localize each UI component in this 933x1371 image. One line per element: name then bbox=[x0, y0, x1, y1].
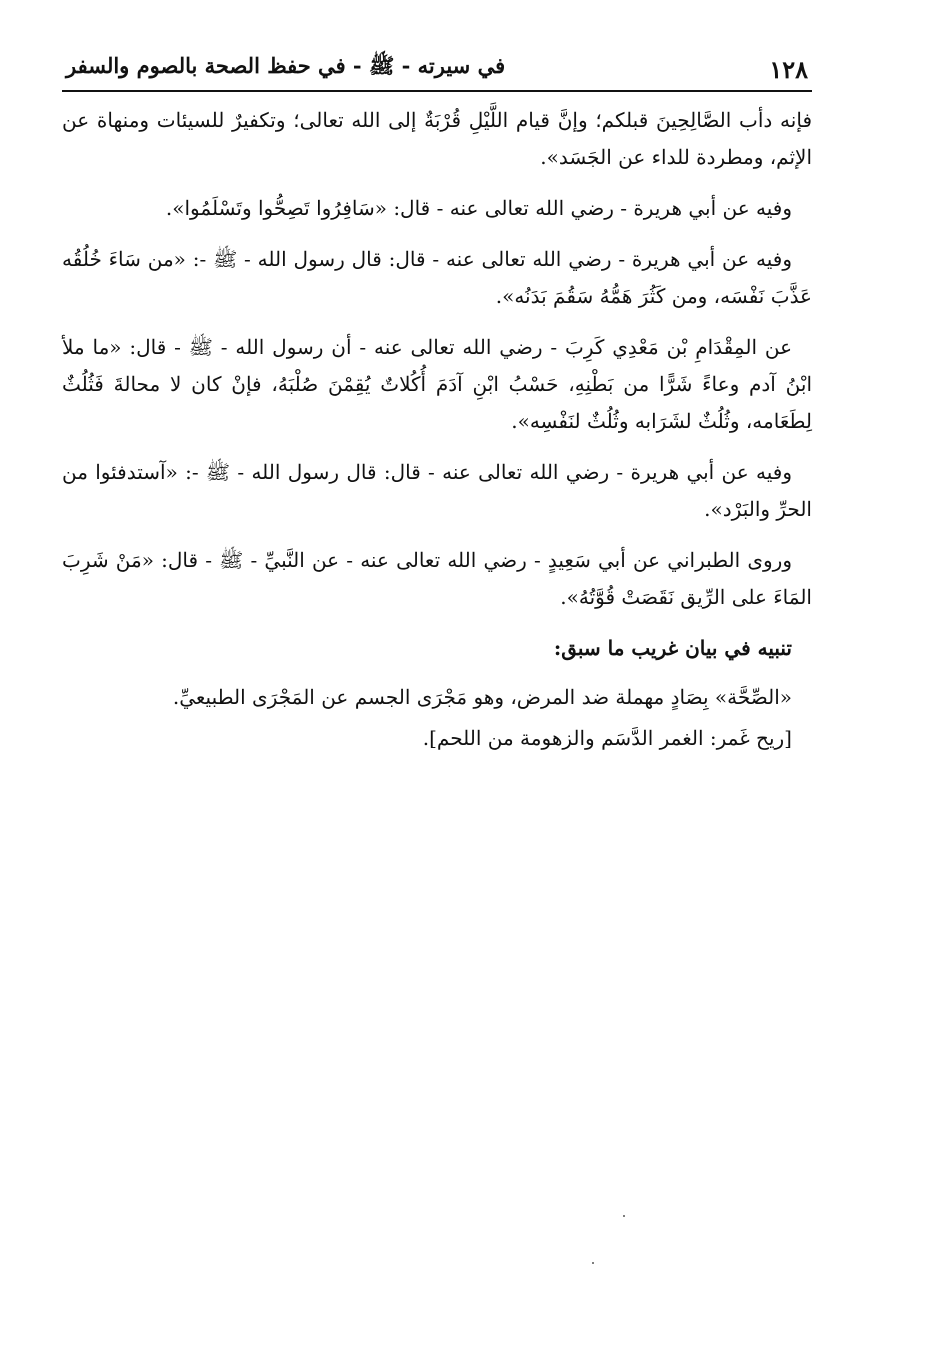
scan-speck bbox=[623, 1215, 625, 1217]
running-head bbox=[62, 40, 812, 92]
scan-speck bbox=[592, 1262, 594, 1264]
book-page bbox=[62, 40, 812, 761]
gloss-ghamar: [ريح غَمر: الغمر الدَّسَم والزهومة من اللحم]. bbox=[422, 726, 792, 750]
paragraph-hadith-water: وروى الطبراني عن أبي سَعِيدٍ - رضي الله تعالى عنه - عن النَّبيِّ - ﷺ - قال: «مَنْ شَرِبَ المَاءَ على الرِّيق نَقَصَتْ قُوَّتُهُ». bbox=[62, 548, 812, 609]
page-number: ١٢٨ bbox=[769, 55, 808, 84]
paragraph-hadith-stomach: عن المِقْدَامِ بْن مَعْدِي كَرِبَ - رضي الله تعالى عنه - أن رسول الله - ﷺ - قال: «ما ملأ ابْنُ آدم وعاءً شَرًّا من بَطْنِهِ، حَسْبُ ابْنِ آدَمَ أُكُلاتٌ يُقِمْنَ صُلْبَهُ، فإنْ كان لا محالةَ فَثُلُثٌ لِطَعَامه، وثُلُثٌ لشَرَابه وثُلُثٌ لنَفْسِه». bbox=[62, 335, 812, 433]
notes-heading: تنبيه في بيان غريب ما سبق: bbox=[553, 636, 792, 660]
paragraph-hadith-travel: وفيه عن أبي هريرة - رضي الله تعالى عنه - قال: «سَافِرُوا تَصِحُّوا وتَسْلَمُوا». bbox=[165, 196, 792, 220]
paragraph-hadith-warmth: وفيه عن أبي هريرة - رضي الله تعالى عنه - قال: قال رسول الله - ﷺ -: «آستدفئوا من الحرِّ والبَرْد». bbox=[62, 460, 812, 521]
gloss-sihha: «الصِّحَّة» بِصَادٍ مهملة ضد المرض، وهو مَجْرَى الجسم عن المَجْرَى الطبيعيِّ. bbox=[172, 685, 792, 709]
body-text bbox=[62, 102, 812, 757]
running-title: في سيرته - ﷺ - في حفظ الصحة بالصوم والسفر bbox=[66, 53, 506, 78]
paragraph-continuation: فإنه دأب الصَّالِحِينَ قبلكم؛ وإنَّ قيام اللَّيْلِ قُرْبَةٌ إلى الله تعالى؛ وتكفيرٌ للسيئات ومنهاة عن الإثم، ومطردة للداء عن الجَسَد». bbox=[62, 108, 812, 169]
paragraph-hadith-character: وفيه عن أبي هريرة - رضي الله تعالى عنه - قال: قال رسول الله - ﷺ -: «من سَاءَ خُلُقُه عَذَّبَ نَفْسَه، ومن كَثُرَ هَمُّهُ سَقُمَ بَدَنُه». bbox=[62, 247, 812, 308]
